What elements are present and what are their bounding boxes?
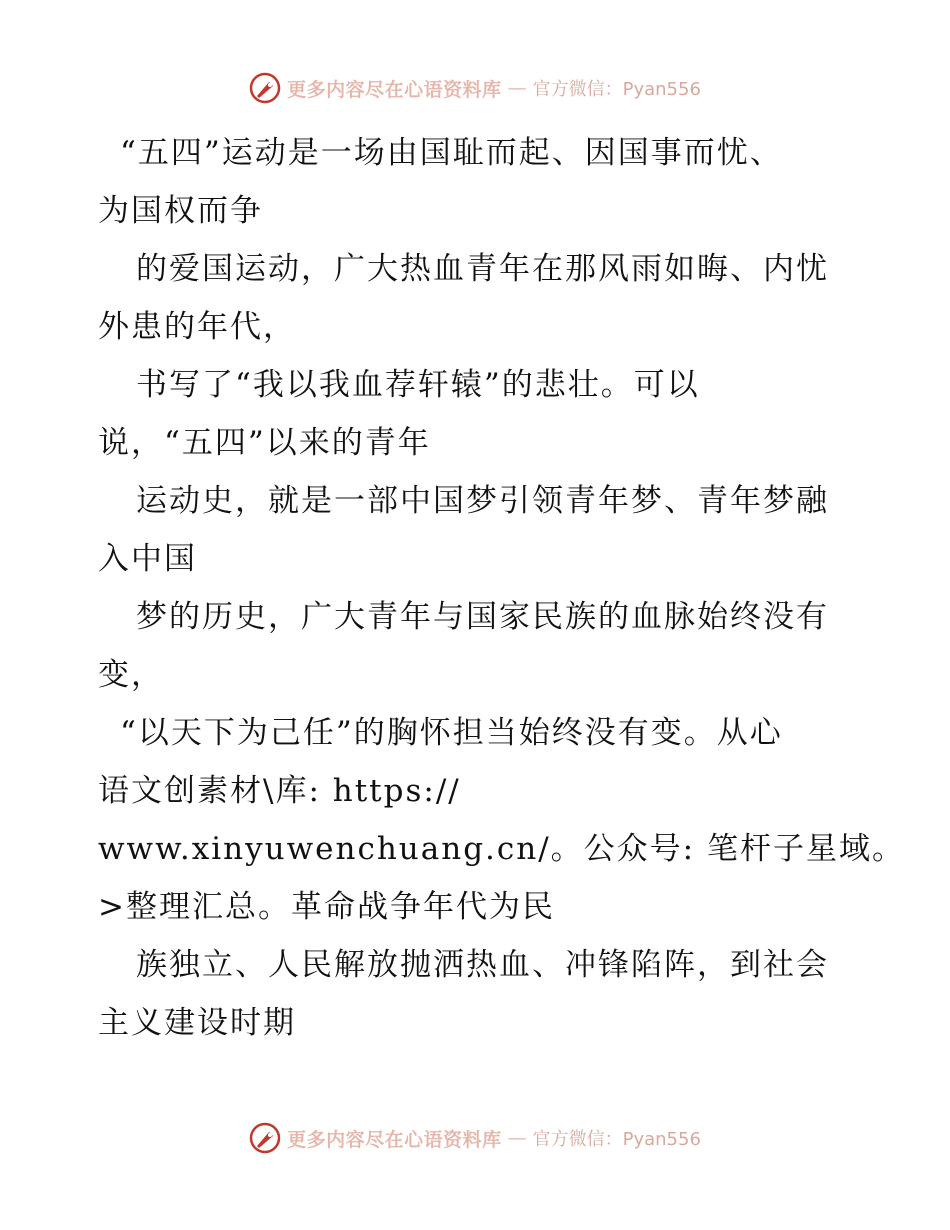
text-line: 梦的历史，广大青年与国家民族的血脉始终没有 [136,599,829,635]
text-line: 族独立、人民解放抛洒热血、冲锋陷阵，到社会 [136,947,829,983]
text-line: “以天下为己任”的胸怀担当始终没有变。从心 [120,715,783,751]
text-line: “五四”运动是一场由国耻而起、因国事而忧、 [120,135,783,171]
text-line: www.xinyuwenchuang.cn/。公众号: 笔杆子星域。 [98,831,905,867]
text-line: >整理汇总。革命战争年代为民 [98,889,555,925]
text-line: 变， [98,657,164,693]
text-line: 说，“五四”以来的青年 [98,425,431,461]
text-line: 的爱国运动，广大热血青年在那风雨如晦、内忧 [136,251,829,287]
document-body [98,124,905,1052]
text-line: 入中国 [98,541,197,577]
header-separator: — [507,77,527,99]
text-line: 书写了“我以我血荐轩辕”的悲壮。可以 [136,367,700,403]
footer-separator: — [507,1127,527,1149]
page-header [0,72,950,104]
header-banner-text: 更多内容尽在心语资料库 [287,78,502,101]
text-line: 外患的年代， [98,309,296,345]
header-official-account: 官方微信：Pyan556 [532,79,701,100]
footer-banner-text: 更多内容尽在心语资料库 [287,1128,502,1151]
text-line: 运动史，就是一部中国梦引领青年梦、青年梦融 [136,483,829,519]
footer-official-account: 官方微信：Pyan556 [532,1129,701,1150]
text-line: 主义建设时期 [98,1005,296,1041]
page-footer [0,1122,950,1154]
pen-nib-logo-icon [249,1122,281,1154]
text-line: 为国权而争 [98,193,263,229]
pen-nib-logo-icon [249,72,281,104]
text-line: 语文创素材\库: https:// [98,773,461,809]
